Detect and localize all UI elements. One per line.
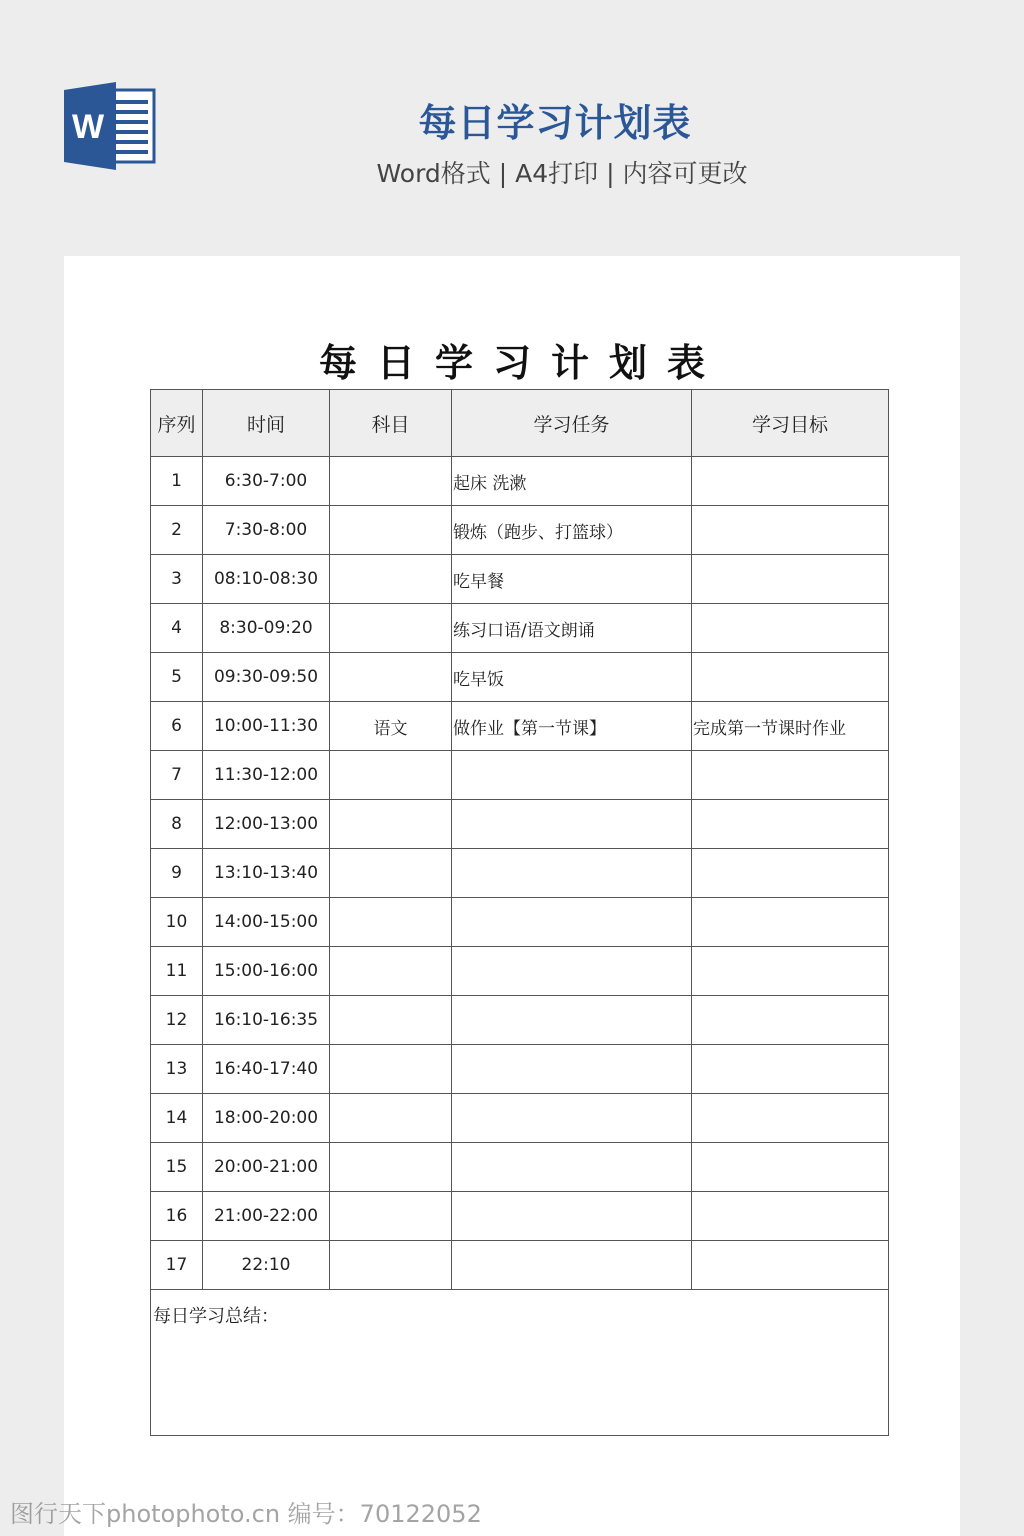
table-row xyxy=(151,849,889,898)
table-row xyxy=(151,555,889,604)
column-header-subject: 科目 xyxy=(330,390,452,457)
cell-time[interactable]: 18:00-20:00 xyxy=(203,1094,330,1143)
cell-task[interactable]: 锻炼（跑步、打篮球） xyxy=(452,506,692,555)
table-row xyxy=(151,1143,889,1192)
document-title: 每日学习计划表 xyxy=(318,341,725,385)
cell-no[interactable]: 5 xyxy=(151,653,203,702)
word-logo-letter: W xyxy=(71,108,105,146)
cell-no[interactable]: 2 xyxy=(151,506,203,555)
table-row xyxy=(151,800,889,849)
cell-subject[interactable] xyxy=(330,1192,452,1241)
cell-time[interactable]: 22:10 xyxy=(203,1241,330,1290)
table-row xyxy=(151,751,889,800)
cell-task[interactable] xyxy=(452,800,692,849)
cell-time[interactable]: 16:10-16:35 xyxy=(203,996,330,1045)
cell-subject[interactable] xyxy=(330,457,452,506)
table-row xyxy=(151,653,889,702)
cell-subject[interactable] xyxy=(330,849,452,898)
cell-subject[interactable] xyxy=(330,947,452,996)
cell-goal[interactable]: 完成第一节课时作业 xyxy=(692,702,889,751)
cell-subject[interactable] xyxy=(330,1094,452,1143)
table-row xyxy=(151,506,889,555)
cell-time[interactable]: 12:00-13:00 xyxy=(203,800,330,849)
summary-cell[interactable]: 每日学习总结： xyxy=(151,1290,889,1436)
cell-no[interactable]: 1 xyxy=(151,457,203,506)
cell-goal[interactable] xyxy=(692,1143,889,1192)
cell-time[interactable]: 16:40-17:40 xyxy=(203,1045,330,1094)
cell-subject[interactable] xyxy=(330,1045,452,1094)
cell-subject[interactable] xyxy=(330,800,452,849)
cell-task[interactable] xyxy=(452,1094,692,1143)
cell-task[interactable] xyxy=(452,996,692,1045)
cell-time[interactable]: 6:30-7:00 xyxy=(203,457,330,506)
cell-goal[interactable] xyxy=(692,1241,889,1290)
cell-task[interactable] xyxy=(452,751,692,800)
table-row xyxy=(151,898,889,947)
cell-subject[interactable] xyxy=(330,1143,452,1192)
cell-goal[interactable] xyxy=(692,898,889,947)
watermark-text: 图行天下photophoto.cn 编号：70122052 xyxy=(10,1500,482,1528)
cell-goal[interactable] xyxy=(692,1094,889,1143)
cell-goal[interactable] xyxy=(692,653,889,702)
cell-goal[interactable] xyxy=(692,947,889,996)
column-header-no: 序列 xyxy=(151,390,203,457)
table-row xyxy=(151,457,889,506)
cell-subject[interactable] xyxy=(330,555,452,604)
cell-time[interactable]: 13:10-13:40 xyxy=(203,849,330,898)
cell-time[interactable]: 8:30-09:20 xyxy=(203,604,330,653)
cell-no[interactable]: 8 xyxy=(151,800,203,849)
cell-subject[interactable] xyxy=(330,653,452,702)
cell-task[interactable]: 吃早饭 xyxy=(452,653,692,702)
banner-subtitle: Word格式 | A4打印 | 内容可更改 xyxy=(376,159,748,188)
cell-goal[interactable] xyxy=(692,457,889,506)
cell-no[interactable]: 11 xyxy=(151,947,203,996)
document-page xyxy=(64,256,960,1536)
cell-no[interactable]: 10 xyxy=(151,898,203,947)
table-row xyxy=(151,1192,889,1241)
cell-no[interactable]: 15 xyxy=(151,1143,203,1192)
cell-no[interactable]: 17 xyxy=(151,1241,203,1290)
table-row xyxy=(151,1241,889,1290)
cell-subject[interactable] xyxy=(330,996,452,1045)
cell-time[interactable]: 08:10-08:30 xyxy=(203,555,330,604)
cell-time[interactable]: 11:30-12:00 xyxy=(203,751,330,800)
cell-goal[interactable] xyxy=(692,604,889,653)
cell-goal[interactable] xyxy=(692,1045,889,1094)
table-row xyxy=(151,1045,889,1094)
cell-subject[interactable] xyxy=(330,604,452,653)
cell-task[interactable]: 练习口语/语文朗诵 xyxy=(452,604,692,653)
table-row xyxy=(151,947,889,996)
cell-goal[interactable] xyxy=(692,996,889,1045)
summary-row xyxy=(151,1290,889,1436)
cell-task[interactable] xyxy=(452,1045,692,1094)
cell-time[interactable]: 21:00-22:00 xyxy=(203,1192,330,1241)
column-header-time: 时间 xyxy=(203,390,330,457)
cell-goal[interactable] xyxy=(692,506,889,555)
cell-no[interactable]: 14 xyxy=(151,1094,203,1143)
cell-time[interactable]: 7:30-8:00 xyxy=(203,506,330,555)
cell-time[interactable]: 14:00-15:00 xyxy=(203,898,330,947)
cell-subject[interactable] xyxy=(330,898,452,947)
banner-title: 每日学习计划表 xyxy=(418,101,692,145)
cell-task[interactable] xyxy=(452,898,692,947)
cell-subject[interactable] xyxy=(330,1241,452,1290)
cell-subject[interactable] xyxy=(330,506,452,555)
column-header-task: 学习任务 xyxy=(452,390,692,457)
cell-no[interactable]: 12 xyxy=(151,996,203,1045)
cell-no[interactable]: 9 xyxy=(151,849,203,898)
cell-task[interactable]: 做作业【第一节课】 xyxy=(452,702,692,751)
cell-goal[interactable] xyxy=(692,1192,889,1241)
cell-task[interactable]: 吃早餐 xyxy=(452,555,692,604)
cell-goal[interactable] xyxy=(692,751,889,800)
cell-task[interactable] xyxy=(452,849,692,898)
cell-task[interactable]: 起床 洗漱 xyxy=(452,457,692,506)
table-row xyxy=(151,604,889,653)
cell-time[interactable]: 20:00-21:00 xyxy=(203,1143,330,1192)
table-row xyxy=(151,1094,889,1143)
cell-no[interactable]: 16 xyxy=(151,1192,203,1241)
table-row xyxy=(151,996,889,1045)
study-plan-table xyxy=(150,389,889,1436)
cell-no[interactable]: 3 xyxy=(151,555,203,604)
cell-goal[interactable] xyxy=(692,849,889,898)
cell-time[interactable]: 15:00-16:00 xyxy=(203,947,330,996)
cell-subject[interactable] xyxy=(330,751,452,800)
table-header-row xyxy=(151,390,889,457)
cell-no[interactable]: 6 xyxy=(151,702,203,751)
cell-time[interactable]: 09:30-09:50 xyxy=(203,653,330,702)
table-row xyxy=(151,702,889,751)
cell-no[interactable]: 13 xyxy=(151,1045,203,1094)
cell-task[interactable] xyxy=(452,947,692,996)
cell-goal[interactable] xyxy=(692,800,889,849)
column-header-goal: 学习目标 xyxy=(692,390,889,457)
cell-task[interactable] xyxy=(452,1143,692,1192)
cell-no[interactable]: 7 xyxy=(151,751,203,800)
cell-goal[interactable] xyxy=(692,555,889,604)
cell-task[interactable] xyxy=(452,1192,692,1241)
cell-task[interactable] xyxy=(452,1241,692,1290)
cell-no[interactable]: 4 xyxy=(151,604,203,653)
cell-time[interactable]: 10:00-11:30 xyxy=(203,702,330,751)
cell-subject[interactable]: 语文 xyxy=(330,702,452,751)
